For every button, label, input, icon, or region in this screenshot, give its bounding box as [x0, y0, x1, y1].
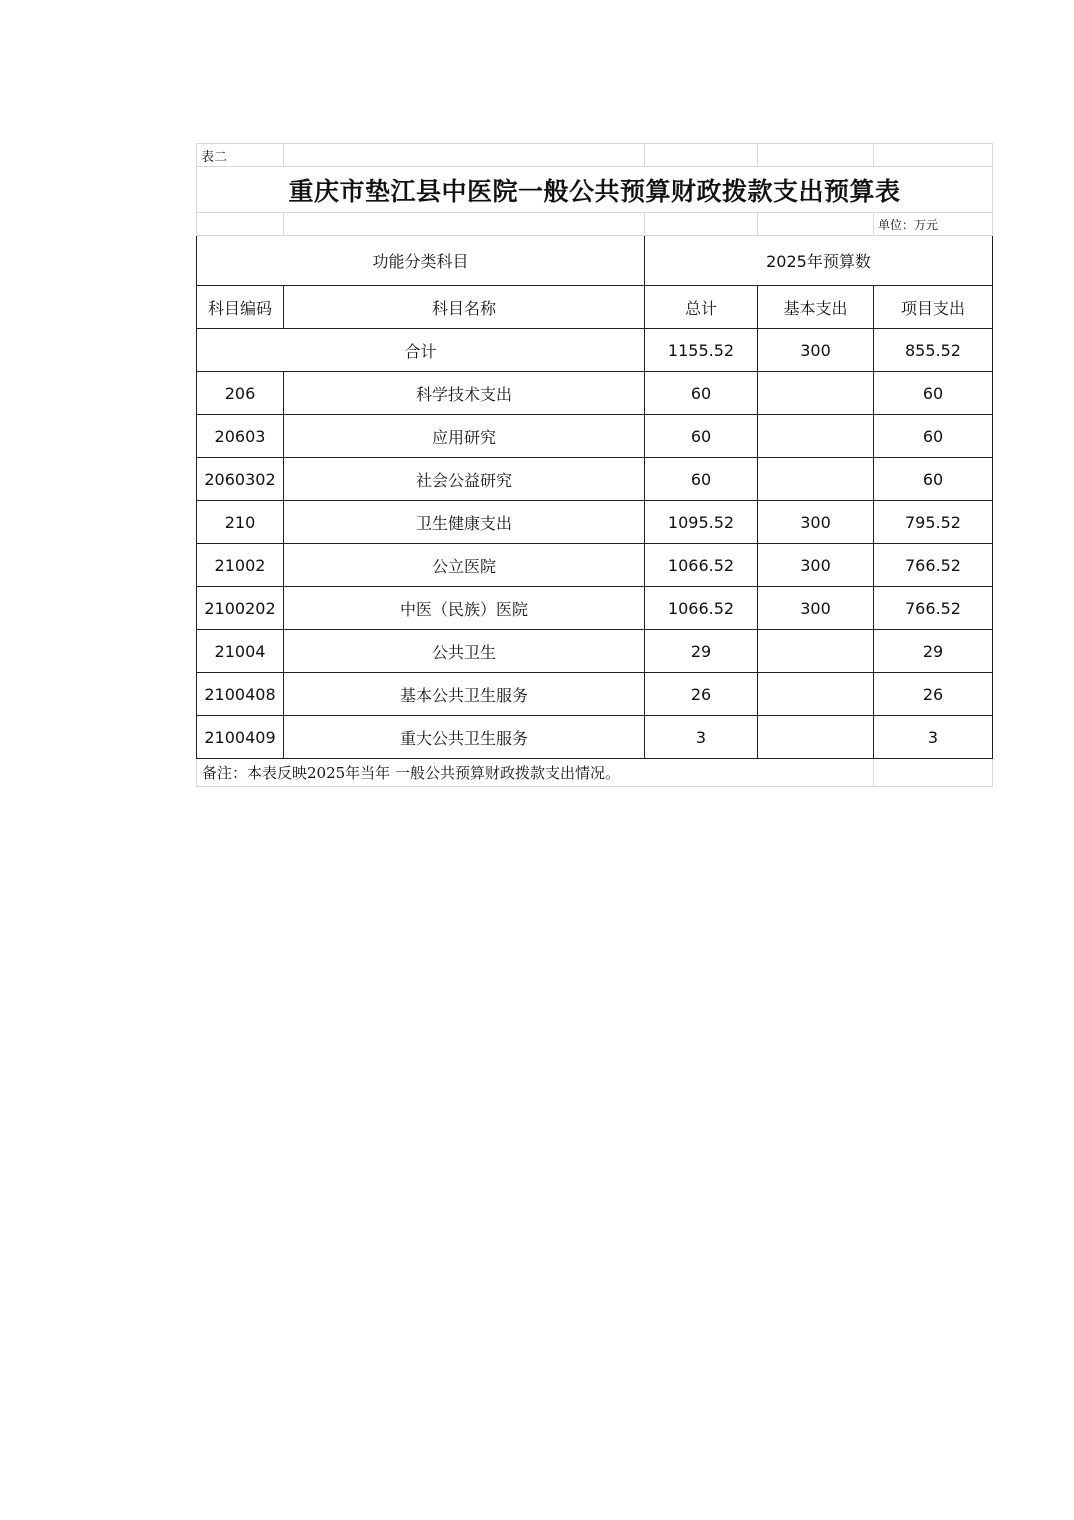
table-row — [197, 415, 993, 458]
header-budget-year: 2025年预算数 — [645, 236, 993, 286]
header-row — [197, 286, 993, 329]
budget-table — [197, 236, 993, 759]
row-project: 26 — [874, 673, 993, 716]
row-name: 重大公共卫生服务 — [284, 716, 645, 759]
row-total: 1095.52 — [645, 501, 758, 544]
row-code: 210 — [197, 501, 284, 544]
unit-row — [197, 213, 993, 236]
row-basic — [758, 415, 874, 458]
header-function-category: 功能分类科目 — [197, 236, 645, 286]
header-basic: 基本支出 — [758, 286, 874, 329]
row-code: 2060302 — [197, 458, 284, 501]
table-row — [197, 673, 993, 716]
header-project: 项目支出 — [874, 286, 993, 329]
summary-project: 855.52 — [874, 329, 993, 372]
row-total: 3 — [645, 716, 758, 759]
row-basic — [758, 630, 874, 673]
row-total: 60 — [645, 415, 758, 458]
row-code: 21004 — [197, 630, 284, 673]
page-title: 重庆市垫江县中医院一般公共预算财政拨款支出预算表 — [197, 167, 993, 213]
row-total: 29 — [645, 630, 758, 673]
row-name: 卫生健康支出 — [284, 501, 645, 544]
row-project: 60 — [874, 372, 993, 415]
summary-label: 合计 — [197, 329, 645, 372]
row-total: 60 — [645, 372, 758, 415]
header-code: 科目编码 — [197, 286, 284, 329]
header-group-row — [197, 236, 993, 286]
summary-total: 1155.52 — [645, 329, 758, 372]
row-code: 2100202 — [197, 587, 284, 630]
row-name: 科学技术支出 — [284, 372, 645, 415]
row-total: 60 — [645, 458, 758, 501]
row-total: 26 — [645, 673, 758, 716]
summary-row — [197, 329, 993, 372]
summary-basic: 300 — [758, 329, 874, 372]
title-row — [197, 167, 993, 213]
row-basic: 300 — [758, 544, 874, 587]
table-row — [197, 458, 993, 501]
row-name: 公共卫生 — [284, 630, 645, 673]
row-project: 795.52 — [874, 501, 993, 544]
header-name: 科目名称 — [284, 286, 645, 329]
row-code: 21002 — [197, 544, 284, 587]
table-row — [197, 587, 993, 630]
row-name: 中医（民族）医院 — [284, 587, 645, 630]
row-total: 1066.52 — [645, 544, 758, 587]
footnote: 备注：本表反映2025年当年 一般公共预算财政拨款支出情况。 — [197, 759, 874, 787]
row-project: 766.52 — [874, 544, 993, 587]
row-project: 60 — [874, 415, 993, 458]
row-code: 2100409 — [197, 716, 284, 759]
row-code: 20603 — [197, 415, 284, 458]
row-basic: 300 — [758, 501, 874, 544]
row-total: 1066.52 — [645, 587, 758, 630]
row-name: 社会公益研究 — [284, 458, 645, 501]
row-code: 206 — [197, 372, 284, 415]
row-project: 3 — [874, 716, 993, 759]
table-row — [197, 630, 993, 673]
sheet-label: 表二 — [197, 144, 284, 167]
table-row — [197, 501, 993, 544]
table-row — [197, 716, 993, 759]
row-project: 60 — [874, 458, 993, 501]
row-basic: 300 — [758, 587, 874, 630]
row-name: 公立医院 — [284, 544, 645, 587]
table-row — [197, 544, 993, 587]
row-basic — [758, 372, 874, 415]
row-project: 766.52 — [874, 587, 993, 630]
unit-label: 单位：万元 — [874, 213, 993, 236]
row-basic — [758, 458, 874, 501]
note-row — [197, 759, 993, 787]
budget-sheet — [196, 143, 993, 787]
row-name: 应用研究 — [284, 415, 645, 458]
row-basic — [758, 673, 874, 716]
table-row — [197, 372, 993, 415]
row-project: 29 — [874, 630, 993, 673]
header-total: 总计 — [645, 286, 758, 329]
row-code: 2100408 — [197, 673, 284, 716]
row-basic — [758, 716, 874, 759]
row-name: 基本公共卫生服务 — [284, 673, 645, 716]
label-row — [197, 144, 993, 167]
